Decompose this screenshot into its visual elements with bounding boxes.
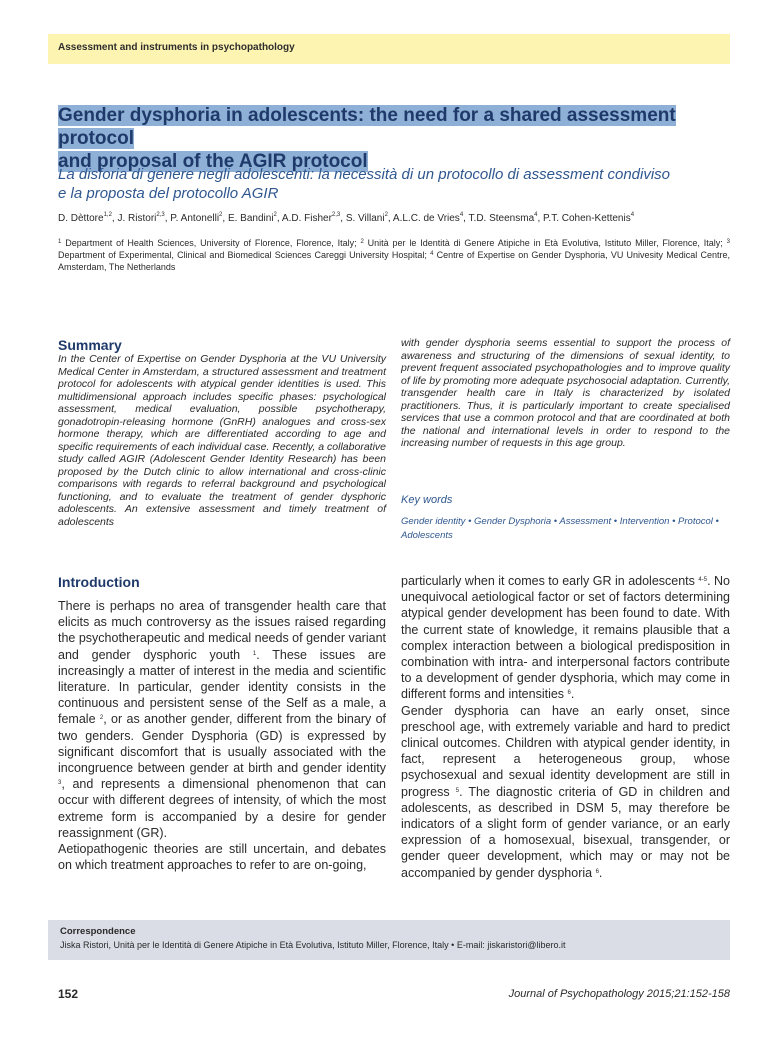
keyword: Gender Dysphoria xyxy=(474,516,552,527)
affiliation: $^4$ Centre of Expertise on Gender Dysphoria, VU Univesity Medical Centre, Amsterdam, The Netherlands xyxy=(58,250,730,272)
section-label: Assessment and instruments in psychopathology xyxy=(58,42,295,53)
affiliations xyxy=(58,237,730,273)
summary-text-left: In the Center of Expertise on Gender Dysphoria at the VU University Medical Center in Amsterdam, a structured assessment and treatment protocol for adolescents with atypical gender identities is used. This multidimensional approach includes specific phases: psychological assessment, medical evaluation, possible psychotherapy, gonadotropin-releasing hormone (GnRH) analogues and cross-sex hormone therapy, which are differentiated according to age and specific requirements of each individual case. Recently, a collaborative study called AGIR (Adolescent Gender Identity Research) has been proposed by the Dutch clinic to allow international and cross-clinic comparisons with regards to referral background and psychological functioning, and to evaluate the treatment of gender dysphoric adolescents. An extensive assessment and timely treatment of adolescents xyxy=(58,353,386,528)
author: J. Ristori$^{2,3}$, xyxy=(117,212,171,224)
author: S. Villani$^2$, xyxy=(345,212,393,224)
author: E. Bandini$^2$, xyxy=(227,212,282,224)
author: D. Dèttore$^{1,2}$, xyxy=(58,212,118,224)
author-list xyxy=(58,213,730,224)
journal-citation: Journal of Psychopathology 2015;21:152-158 xyxy=(508,988,730,1000)
keyword: Gender identity xyxy=(401,516,466,527)
keyword: Adolescents xyxy=(401,530,453,541)
introduction-heading: Introduction xyxy=(58,574,140,590)
introduction-column-left xyxy=(58,598,386,873)
title-line-2: and proposal of the AGIR protocol xyxy=(58,151,368,172)
page-number: 152 xyxy=(58,987,79,1001)
keywords-list: Gender identity • Gender Dysphoria • Assessment • Intervention • Protocol • Adolescents xyxy=(401,516,719,541)
title-line-1: Gender dysphoria in adolescents: the need for a shared assessment protocol xyxy=(58,105,676,149)
correspondence-label: Correspondence xyxy=(60,926,136,937)
intro-paragraph-1: There is perhaps no area of transgender health care that elicits as much controversy as the issues raised regarding the psychotherapeutic and medical needs of gender variant and gender dysphoric youth $^1$. These issues are increasingly a matter of interest in the media and scientific literature. In particular, gender identity consists in the continuous and persistent sense of the Self as a male, a female $^2$, or as another gender, different from the binary of two genders. Gender Dysphoria (GD) is expressed by significant discomfort that is usually associated with the incongruence between gender at birth and gender identity $^3$, and represents a dimensional phenomenon that can occur with different degrees of intensity, of which the most extreme form is accompanied by a desire for gender reassignment (GR). xyxy=(58,599,386,840)
correspondence-text: Jiska Ristori, Unità per le Identità di Genere Atipiche in Età Evolutiva, Istituto Miller, Florence, Italy • E-mail: jiskaristori@libero.it xyxy=(60,940,566,950)
keyword: Assessment xyxy=(559,516,612,527)
intro-paragraph-2-start: Aetiopathogenic theories are still uncertain, and debates on which treatment approaches to refer to are on-going, xyxy=(58,842,386,873)
author: A.D. Fisher$^{2,3}$, xyxy=(281,212,346,224)
keyword: Protocol xyxy=(678,516,713,527)
keywords-heading: Key words xyxy=(401,494,453,506)
keyword: Intervention xyxy=(619,516,670,527)
section-banner xyxy=(48,34,730,64)
author: P.T. Cohen-Kettenis$^4$ xyxy=(543,212,635,224)
subtitle-line-2: e la proposta del protocollo AGIR xyxy=(58,185,279,202)
author: T.D. Steensma$^4$, xyxy=(468,212,544,224)
article-subtitle xyxy=(58,165,718,203)
author: A.L.C. de Vries$^4$, xyxy=(392,212,469,224)
intro-paragraph-3: Gender dysphoria can have an early onset, since preschool age, with extremely variable and hard to predict clinical outcomes. Children with atypical gender identity, in fact, represent a heterogeneous group, whose psychosexual and sexual identity development are still in progress $^5$. The diagnostic criteria of GD in children and adolescents, as described in DSM 5, may therefore be indicators of a slight form of gender variance, or an early expression of a homosexual, bisexual, transgender, or gender queer development, which may or may not be accompanied by gender dysphoria $^6$. xyxy=(401,703,730,880)
introduction-column-right xyxy=(401,573,730,881)
article-title xyxy=(58,104,728,173)
summary-text-right: with gender dysphoria seems essential to support the process of awareness and structuring of the dimensions of sexual identity, to prevent frequent associated psychopathologies and to improve quality of life by promoting more adequate psychosocial adaptation. Currently, transgender health care in Italy is characterized by isolated practitioners. Thus, it is particularly important to create specialised services that use a common protocol and that are coordinated at both the national and international levels in order to respond to the increasing number of requests in this age group. xyxy=(401,337,730,449)
author: P. Antonelli$^2$, xyxy=(170,212,228,224)
affiliation: $^1$ Department of Health Sciences, University of Florence, Florence, Italy; xyxy=(58,238,357,248)
subtitle-line-1: La disforia di genere negli adolescenti: la necessità di un protocollo di assessment condiviso xyxy=(58,166,671,183)
affiliation: $^3$ Department of Experimental, Clinical and Biomedical Sciences Careggi University Hospital; xyxy=(58,239,730,260)
intro-paragraph-2-end: particularly when it comes to early GR in adolescents $^{4-5}$. No unequivocal aetiological factor or set of factors determining atypical gender development has been found to date. With the current state of knowledge, it remains plausible that a complex interaction between a biological predisposition in combination with intra- and interpersonal factors contribute to a development of gender dysphoria, which may come in different forms and intensities $^6$. xyxy=(401,574,730,702)
summary-heading: Summary xyxy=(58,337,122,353)
affiliation: $^2$ Unità per le Identità di Genere Atipiche in Età Evolutiva, Istituto Miller, Florence, Italy; xyxy=(360,238,723,248)
correspondence-box xyxy=(48,920,730,960)
